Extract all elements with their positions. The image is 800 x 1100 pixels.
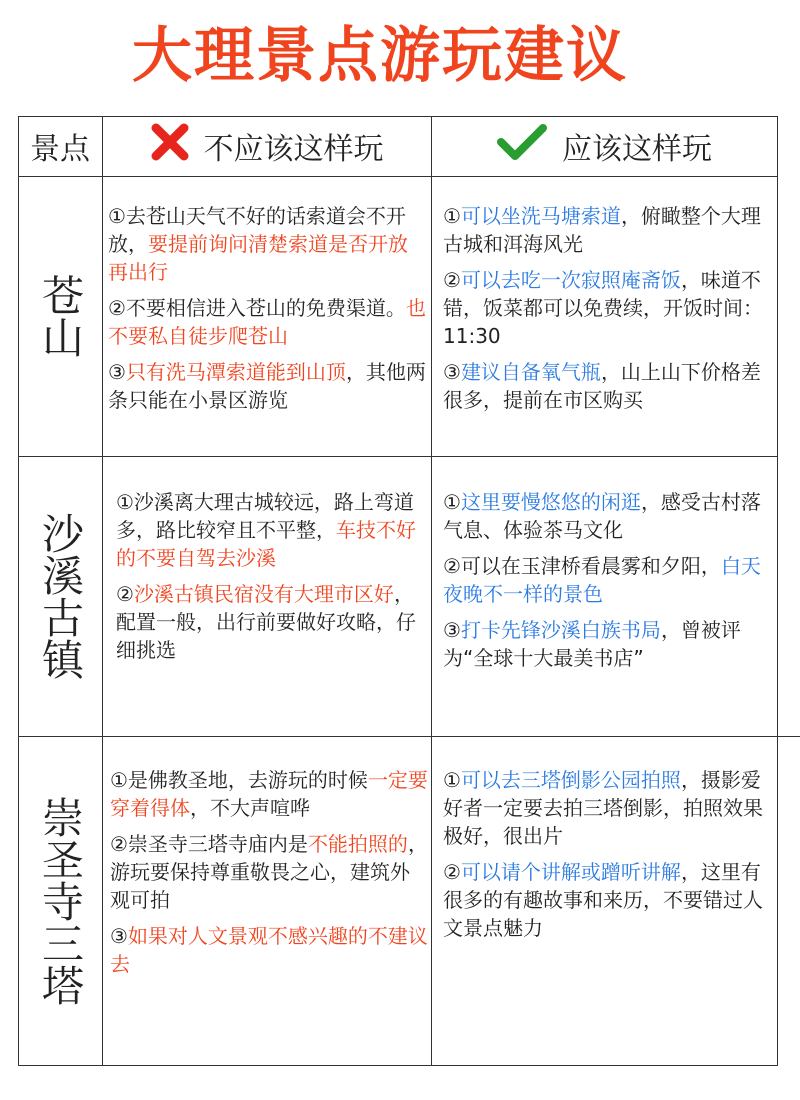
- tip-text: ①: [443, 204, 461, 228]
- tip-text: ②可以在玉津桥看晨雾和夕阳，: [443, 554, 721, 578]
- tip-text: ①去苍山天气不好的话索道会不开放，: [108, 204, 406, 256]
- header-do-label: 应该这样玩: [562, 132, 712, 167]
- tip-text: ②: [116, 582, 134, 606]
- tip-text: ②: [443, 268, 461, 292]
- highlight-blue-text: 白天夜晚不一样的景色: [443, 554, 761, 606]
- tip-text: ，不大声喧哗: [190, 796, 310, 820]
- tip-item: [443, 766, 769, 850]
- tip-text: ，其他两条只能在小景区游览: [108, 360, 426, 412]
- tip-item: [108, 294, 426, 350]
- tip-text: ，配置一般，出行前要做好攻略，仔细挑选: [116, 582, 416, 662]
- tip-item: [108, 202, 426, 286]
- tip-text: ，山上山下价格差很多，提前在市区购买: [443, 360, 761, 412]
- highlight-blue-text: 可以请个讲解或蹭听讲解: [460, 860, 681, 884]
- do-cell-chongsheng: [443, 766, 769, 950]
- highlight-red-text: 不能拍照的: [307, 832, 408, 856]
- dont-cell-shaxi: [116, 488, 428, 672]
- highlight-blue-text: 可以去吃一次寂照庵斋饭: [460, 268, 681, 292]
- page-title: 大理景点游玩建议: [132, 21, 628, 91]
- red-cross-icon: [150, 122, 190, 170]
- spot-shaxi: 沙溪古镇: [36, 512, 85, 680]
- tip-item: [443, 616, 769, 672]
- tip-text: ①: [443, 490, 461, 514]
- tip-text: ①沙溪离大理古城较远，路上弯道多，路比较窄且不平整，: [116, 490, 414, 542]
- do-cell-cangshan: [443, 202, 769, 422]
- tip-item: [116, 580, 428, 664]
- dont-cell-cangshan: [108, 202, 426, 422]
- tip-item: [108, 358, 426, 414]
- tip-text: ，味道不错，饭菜都可以免费续，开饭时间：11:30: [443, 268, 763, 348]
- tip-item: [443, 202, 769, 258]
- row-divider-2: [18, 736, 800, 737]
- highlight-blue-text: 打卡先锋沙溪白族书局: [460, 618, 661, 642]
- tip-text: ②: [443, 860, 461, 884]
- tip-text: ①: [443, 768, 461, 792]
- spot-chongsheng: 崇圣寺三塔: [36, 795, 85, 1006]
- tip-text: ③: [443, 360, 461, 384]
- highlight-blue-text: 可以坐洗马塘索道: [460, 204, 621, 228]
- tip-item: [110, 766, 428, 822]
- suggestion-table: [18, 116, 778, 1066]
- table-border-right: [777, 116, 778, 1066]
- tip-item: [443, 858, 769, 942]
- tip-text: ③: [443, 618, 461, 642]
- header-dont: [102, 116, 431, 176]
- tip-text: ，摄影爱好者一定要去拍三塔倒影，拍照效果极好，很出片: [443, 768, 763, 848]
- tip-text: ③: [108, 360, 126, 384]
- tip-text: ，这里有很多的有趣故事和来历，不要错过人文景点魅力: [443, 860, 763, 940]
- tip-text: ①是佛教圣地，去游玩的时候: [110, 768, 368, 792]
- spot-cangshan: 苍山: [36, 274, 85, 358]
- col-divider-2: [431, 116, 432, 1066]
- header-do: [431, 116, 777, 176]
- highlight-red-text: 只有洗马潭索道能到山顶: [125, 360, 346, 384]
- tip-item: [110, 922, 428, 978]
- header-spot: [18, 116, 102, 176]
- header-spot-label: 景点: [30, 132, 90, 167]
- tip-text: ，游玩要保持尊重敬畏之心，建筑外观可拍: [110, 832, 428, 912]
- highlight-red-text: 如果对人文景观不感兴趣的不建议去: [110, 924, 428, 976]
- highlight-red-text: 沙溪古镇民宿没有大理市区好: [133, 582, 394, 606]
- tip-item: [443, 266, 769, 350]
- tip-text: ③: [110, 924, 128, 948]
- tip-text: ，俯瞰整个大理古城和洱海风光: [443, 204, 761, 256]
- header-dont-label: 不应该这样玩: [203, 132, 384, 167]
- highlight-blue-text: 可以去三塔倒影公园拍照: [460, 768, 681, 792]
- tip-item: [116, 488, 428, 572]
- tip-text: ②崇圣寺三塔寺庙内是: [110, 832, 308, 856]
- table-border-bottom: [18, 1065, 778, 1066]
- do-cell-shaxi: [443, 488, 769, 680]
- tip-item: [443, 552, 769, 608]
- dont-cell-chongsheng: [110, 766, 428, 986]
- tip-text: ，感受古村落气息、体验茶马文化: [443, 490, 761, 542]
- tip-text: ，曾被评为“全球十大最美书店”: [443, 618, 741, 670]
- header-divider: [18, 176, 778, 177]
- highlight-red-text: 要提前询问清楚索道是否开放再出行: [108, 232, 408, 284]
- col-divider-1: [102, 116, 103, 1066]
- tip-text: ②不要相信进入苍山的免费渠道。: [108, 296, 406, 320]
- highlight-blue-text: 这里要慢悠悠的闲逛: [460, 490, 641, 514]
- tip-item: [110, 830, 428, 914]
- highlight-red-text: 也不要私自徒步爬苍山: [108, 296, 426, 348]
- highlight-red-text: 车技不好的不要自驾去沙溪: [116, 518, 416, 570]
- row-divider-1: [18, 456, 778, 457]
- green-check-icon: [496, 122, 548, 170]
- highlight-blue-text: 建议自备氧气瓶: [460, 360, 601, 384]
- highlight-red-text: 一定要穿着得体: [110, 768, 428, 820]
- tip-item: [443, 488, 769, 544]
- tip-item: [443, 358, 769, 414]
